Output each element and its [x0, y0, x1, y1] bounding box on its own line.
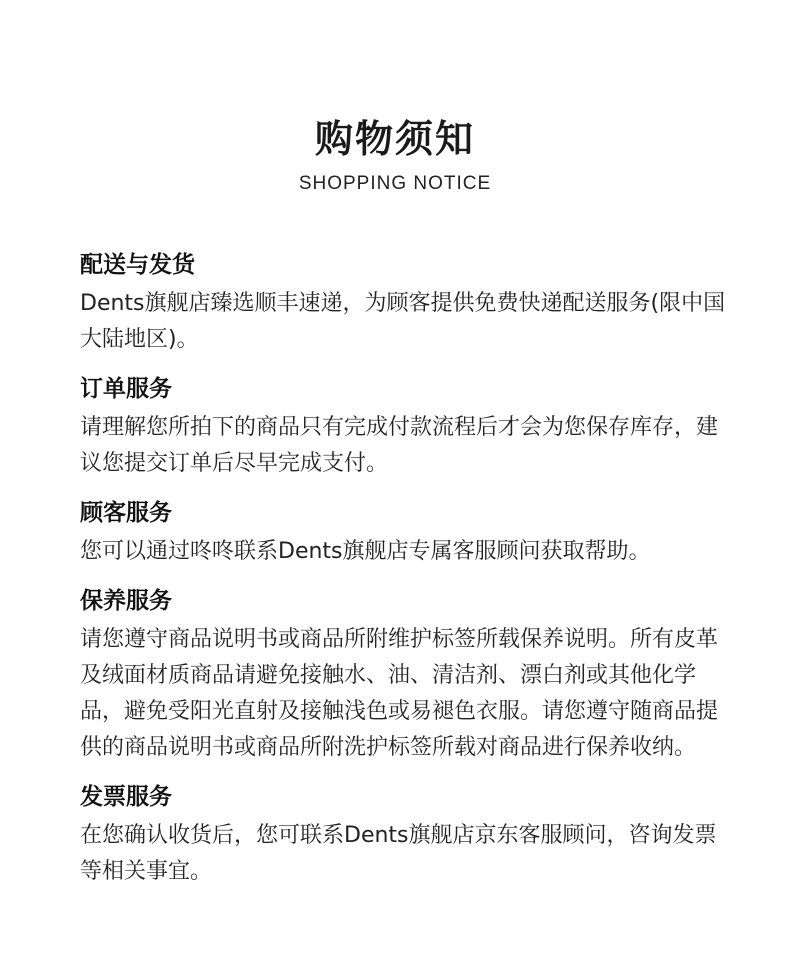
section-body: 请理解您所拍下的商品只有完成付款流程后才会为您保存库存，建议您提交订单后尽早完成支付。 [80, 415, 719, 476]
section-care [80, 584, 730, 766]
section-heading: 订单服务 [80, 376, 172, 402]
section-order [80, 372, 730, 482]
notice-content [80, 248, 730, 890]
section-body: 请您遵守商品说明书或商品所附维护标签所载保养说明。所有皮革及绒面材质商品请避免接触水、油、清洁剂、漂白剂或其他化学品，避免受阳光直射及接触浅色或易褪色衣服。请您遵守随商品提供的商品说明书或商品所附洗护标签所载对商品进行保养收纳。 [80, 627, 719, 760]
section-body: Dents旗舰店臻选顺丰速递，为顾客提供免费快递配送服务(限中国大陆地区)。 [80, 291, 726, 352]
page-subtitle: SHOPPING NOTICE [298, 173, 492, 194]
section-heading: 配送与发货 [80, 252, 195, 278]
page-title: 购物须知 [314, 117, 475, 161]
section-heading: 顾客服务 [80, 500, 172, 526]
section-heading: 保养服务 [80, 588, 172, 614]
section-customer-service [80, 496, 730, 570]
section-body: 您可以通过咚咚联系Dents旗舰店专属客服顾问获取帮助。 [80, 539, 651, 564]
section-invoice [80, 780, 730, 890]
section-body: 在您确认收货后，您可联系Dents旗舰店京东客服顾问，咨询发票等相关事宜。 [80, 823, 717, 884]
section-delivery [80, 248, 730, 358]
section-heading: 发票服务 [80, 784, 172, 810]
